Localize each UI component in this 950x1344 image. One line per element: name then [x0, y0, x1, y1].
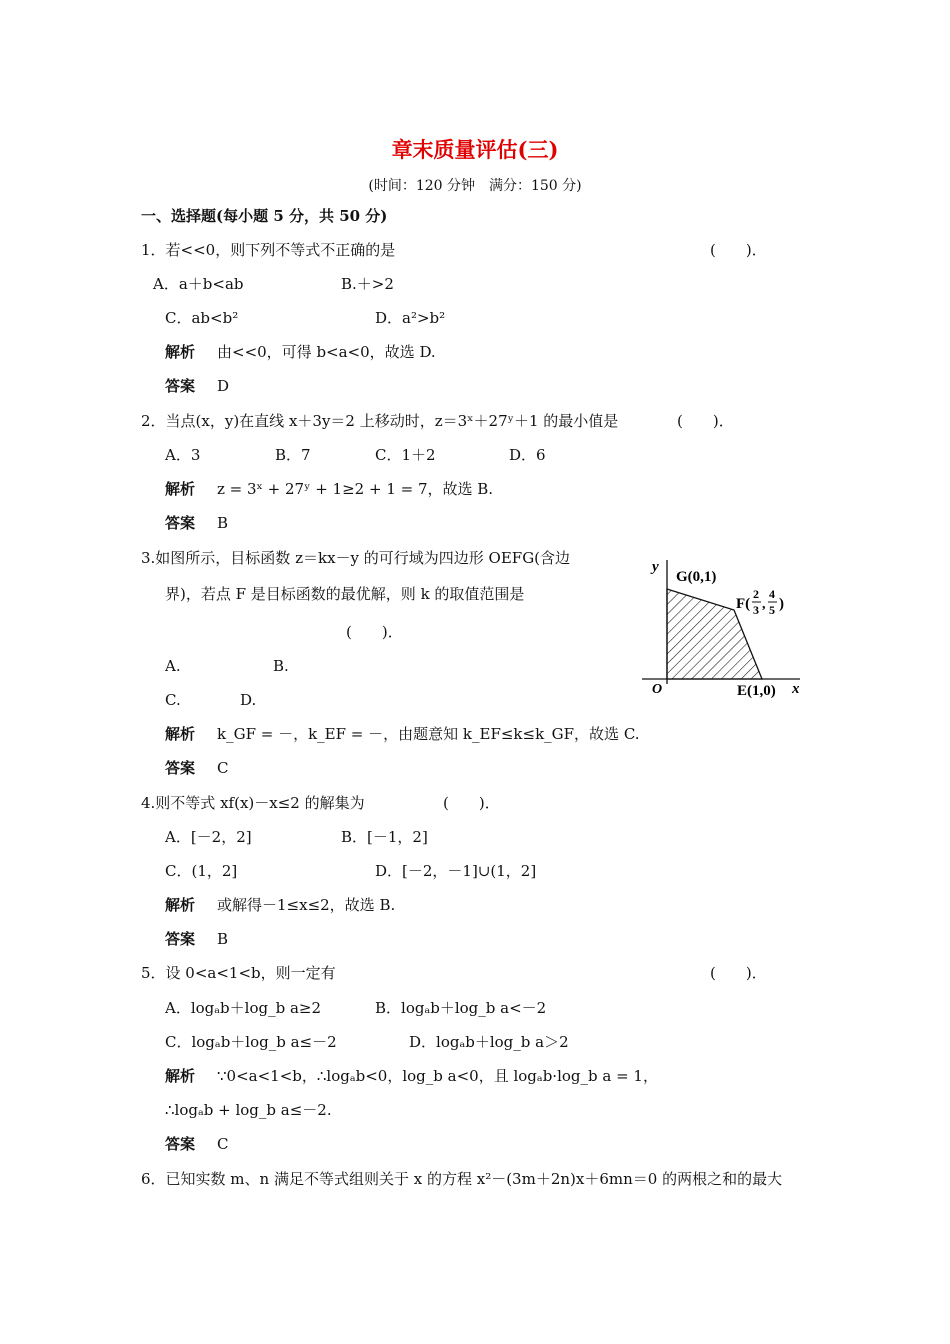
option-b: B.＋>2 [341, 275, 394, 293]
option-b: B. [273, 657, 289, 675]
analysis-text: ∵0<a<1<b，∴logₐb<0，log_b a<0，且 logₐb·log_b a = 1， [217, 1067, 658, 1085]
option-c: C．(1，2] [165, 862, 238, 880]
feasible-region-figure [640, 552, 815, 702]
answer-value: B [217, 930, 229, 948]
answer-value: C [217, 759, 229, 777]
option-c: C．logₐb＋log_b a≤－2 [165, 1033, 337, 1051]
option-d: D．[－2，－1]∪(1，2] [375, 862, 537, 880]
option-a: A．logₐb＋log_b a≥2 [165, 999, 322, 1017]
question-stem: 2．当点(x，y)在直线 x＋3y＝2 上移动时，z＝3ˣ＋27ʸ＋1 的最小值是 [141, 412, 619, 430]
analysis-text: z = 3ˣ + 27ʸ + 1≥2 + 1 = 7，故选 B. [217, 480, 494, 498]
option-a: A．[－2，2] [165, 828, 252, 846]
answer-value: D [217, 377, 230, 395]
analysis-text: k_GF = －，k_EF = －，由题意知 k_EF≤k≤k_GF，故选 C. [217, 725, 640, 743]
x-axis-label: x [792, 681, 800, 697]
answer-bracket: ( )． [443, 794, 500, 812]
option-c: C．1＋2 [375, 446, 436, 464]
answer-label: 答案 [165, 514, 196, 532]
point-f-close: ) [779, 596, 784, 612]
option-d: D. [240, 691, 257, 709]
question-stem: 5．设 0<a<1<b，则一定有 [141, 964, 336, 982]
analysis-label: 解析 [165, 343, 196, 361]
point-f-num1: 2 [753, 587, 759, 601]
point-f-num2: 4 [769, 587, 775, 601]
analysis-label: 解析 [165, 725, 196, 743]
option-a: A．a＋b<ab [153, 275, 244, 293]
analysis-label: 解析 [165, 480, 196, 498]
question-stem-cont: 界)，若点 F 是目标函数的最优解，则 k 的取值范围是 [165, 585, 525, 603]
option-d: D．a²>b² [375, 309, 446, 327]
answer-label: 答案 [165, 377, 196, 395]
page-title: 章末质量评估(三) [391, 137, 559, 162]
option-c: C．ab<b² [165, 309, 239, 327]
option-b: B．7 [275, 446, 311, 464]
option-a: A. [165, 657, 181, 675]
answer-bracket: ( )． [677, 412, 734, 430]
point-f-label: F( [736, 596, 751, 612]
question-stem: 1．若<<0，则下列不等式不正确的是 [141, 241, 396, 259]
origin-label: O [652, 682, 663, 697]
answer-bracket: ( )． [346, 623, 403, 641]
question-stem: 3.如图所示，目标函数 z＝kx－y 的可行域为四边形 OEFG(含边 [141, 549, 571, 567]
question-stem: 4.则不等式 xf(x)－x≤2 的解集为 [141, 794, 365, 812]
y-axis-label: y [652, 559, 659, 575]
answer-label: 答案 [165, 759, 196, 777]
answer-label: 答案 [165, 930, 196, 948]
section-heading: 一、选择题(每小题 5 分，共 50 分) [141, 207, 388, 225]
answer-value: B [217, 514, 229, 532]
point-e-label: E(1,0) [737, 683, 776, 699]
answer-value: C [217, 1135, 229, 1153]
analysis-text-cont: ∴logₐb + log_b a≤－2. [165, 1101, 332, 1119]
page-subtitle: (时间：120 分钟 满分：150 分) [368, 178, 582, 194]
answer-label: 答案 [165, 1135, 196, 1153]
point-g-label: G(0,1) [676, 569, 717, 585]
option-d: D．6 [509, 446, 546, 464]
analysis-label: 解析 [165, 1067, 196, 1085]
analysis-text: 或解得－1≤x≤2，故选 B. [217, 896, 396, 914]
option-b: B．[－1，2] [341, 828, 428, 846]
point-f-den2: 5 [769, 603, 775, 617]
option-b: B．logₐb＋log_b a<－2 [375, 999, 547, 1017]
option-a: A．3 [165, 446, 201, 464]
answer-bracket: ( )． [710, 964, 767, 982]
analysis-label: 解析 [165, 896, 196, 914]
question-stem: 6．已知实数 m、n 满足不等式组则关于 x 的方程 x²－(3m＋2n)x＋6mn＝0 的两根之和的最大 [141, 1170, 783, 1188]
analysis-text: 由<<0，可得 b<a<0，故选 D. [217, 343, 436, 361]
answer-bracket: ( )． [710, 241, 767, 259]
option-d: D．logₐb＋log_b a＞2 [409, 1033, 569, 1051]
option-c: C. [165, 691, 181, 709]
point-f-den1: 3 [753, 603, 759, 617]
point-f-comma: , [762, 597, 766, 612]
